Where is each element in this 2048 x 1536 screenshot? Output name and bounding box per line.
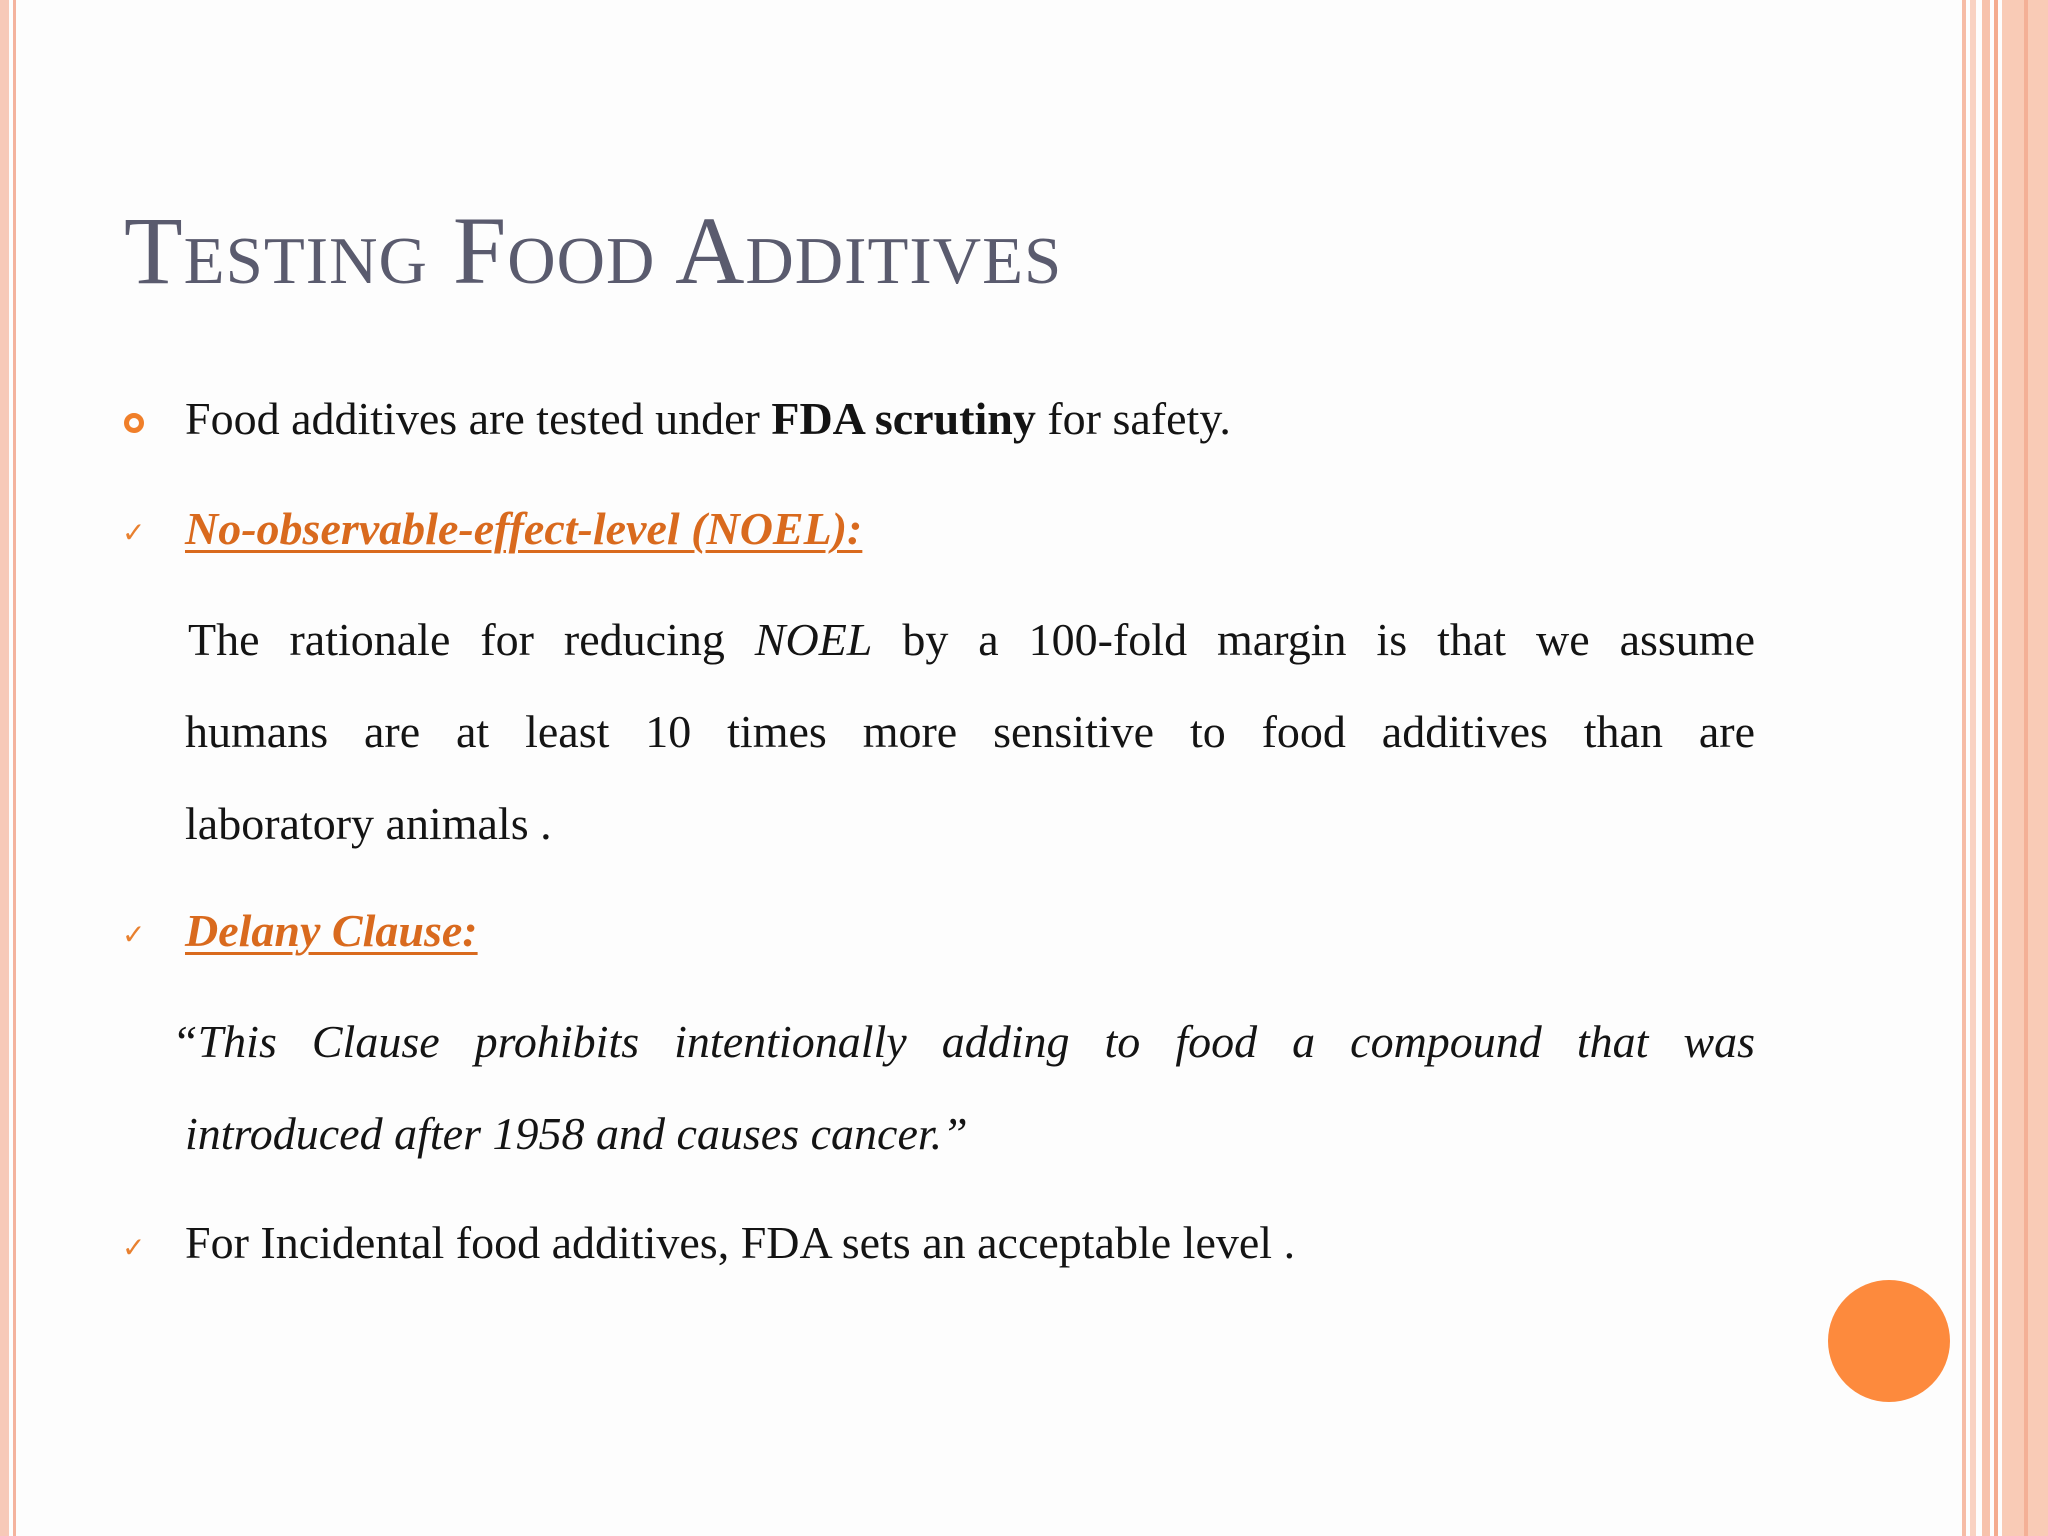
decorative-circle [1828, 1280, 1950, 1402]
delany-quote [172, 996, 1755, 1180]
slide-title: Testing Food Additives [124, 197, 1063, 304]
noel-heading-row [185, 502, 862, 555]
right-border-stripe [1994, 0, 1998, 1536]
check-icon: ✓ [122, 1231, 146, 1264]
right-border-stripe [1962, 0, 1966, 1536]
left-border-stripe [0, 0, 9, 1536]
incidental-bullet: For Incidental food additives, FDA sets an acceptable level . [185, 1217, 1296, 1268]
noel-line-3: laboratory animals . [185, 798, 552, 849]
noel-line-2: humans are at least 10 times more sensitive to food additives than are [185, 706, 1755, 757]
bullet-text-post: for safety. [1035, 393, 1231, 444]
delany-heading[interactable]: Delany Clause: [185, 905, 478, 956]
noel-line-1-a: The rationale for reducing [188, 614, 755, 665]
delany-line-2: introduced after 1958 and causes cancer.” [185, 1108, 968, 1159]
bullet-fda-scrutiny [185, 392, 1231, 445]
check-icon: ✓ [122, 516, 146, 549]
bullet-text-bold: FDA scrutiny [771, 393, 1036, 444]
delany-line-1: “This Clause prohibits intentionally adding to food a compound that was [172, 1016, 1755, 1067]
left-border-stripe [13, 0, 16, 1536]
check-icon: ✓ [122, 918, 146, 951]
noel-line-1 [185, 594, 1755, 686]
noel-paragraph [185, 594, 1755, 870]
noel-heading[interactable]: No-observable-effect-level (NOEL): [185, 503, 863, 554]
right-border-stripe [2024, 0, 2028, 1536]
noel-italic: NOEL [754, 614, 873, 665]
right-border-stripe [1982, 0, 1990, 1536]
right-border-stripe [1970, 0, 1976, 1536]
circle-bullet-icon [124, 413, 144, 433]
bullet-text-pre: Food additives are tested under [185, 393, 772, 444]
delany-heading-row [185, 904, 478, 957]
noel-line-1-b: by a 100-fold margin is that we assume [872, 614, 1755, 665]
